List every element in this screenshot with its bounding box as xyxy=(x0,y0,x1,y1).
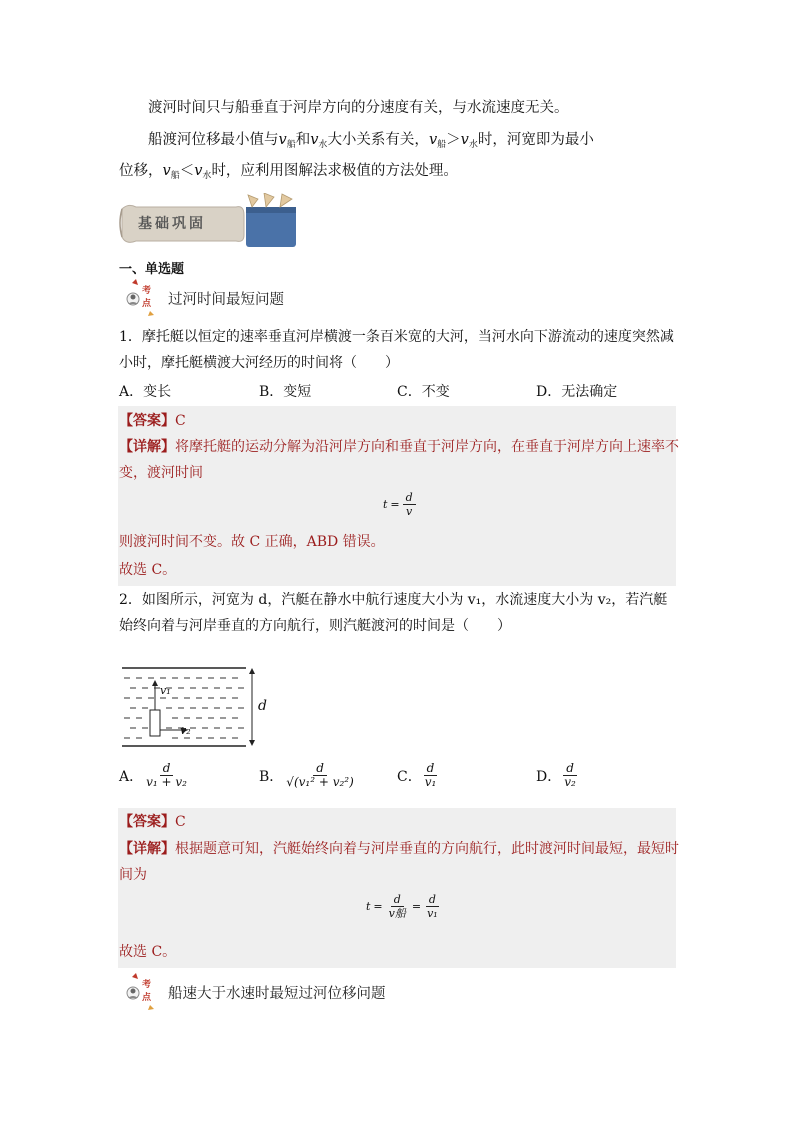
q2-answer: 【答案】C xyxy=(119,814,186,830)
kaodian-topic-2 xyxy=(124,973,386,1011)
figure-label-v2: v₂ xyxy=(180,724,191,737)
q1-option-b: B．变短 xyxy=(259,384,312,400)
topic-1-label: 过河时间最短问题 xyxy=(168,291,284,308)
question-1-text: 1．摩托艇以恒定的速率垂直河岸横渡一条百米宽的大河，当河水向下游流动的速度突然减小时，摩托艇横渡大河经历的时间将（ ） xyxy=(119,329,674,371)
section-title: 一、单选题 xyxy=(119,262,185,277)
q2-formula: t = $\frac{d}{\text{v船}}$ = $\frac{d}{\text{v₁}}$ xyxy=(366,893,438,920)
q1-option-a: A．变长 xyxy=(119,384,172,400)
q2-detail: 【详解】根据题意可知，汽艇始终向着与河岸垂直的方向航行，此时渡河时间最短，最短时间为 xyxy=(119,841,679,883)
question-2-text: 2．如图所示，河宽为 d，汽艇在静水中航行速度大小为 v₁，水流速度大小为 v₂，若汽艇始终向着与河岸垂直的方向航行，则汽艇渡河的时间是（ ） xyxy=(119,592,668,634)
kaodian-icon: 考 点 xyxy=(124,279,160,317)
q2-answer-block xyxy=(118,808,676,968)
kaodian-icon: 考 点 xyxy=(124,973,160,1011)
intro-line-1: 渡河时间只与船垂直于河岸方向的分速度有关，与水流速度无关。 xyxy=(148,100,569,116)
intro-line-2: 船渡河位移最小值与$v_船$和$v_水$大小关系有关，$v_船>v_水$时，河宽即为最小 xyxy=(148,132,594,150)
q1-conclusion: 则渡河时间不变。故 C 正确，ABD 错误。 xyxy=(119,534,385,550)
q1-final: 故选 C。 xyxy=(119,562,177,578)
q2-option-a: A． $\frac{d}{\text{v₁ + v₂}}$ xyxy=(119,761,187,789)
q1-answer: 【答案】C xyxy=(119,413,186,429)
topic-2-label: 船速大于水速时最短过河位移问题 xyxy=(168,985,386,1002)
q1-formula: t = $\frac{d}{v}$ xyxy=(383,491,416,518)
banner-title: 基础巩固 xyxy=(138,216,206,232)
q1-option-d: D．无法确定 xyxy=(536,384,618,400)
q2-option-c: C． $\frac{d}{\text{v₁}}$ xyxy=(397,761,437,789)
kaodian-topic-1 xyxy=(124,279,284,317)
q1-detail: 【详解】将摩托艇的运动分解为沿河岸方向和垂直于河岸方向，在垂直于河岸方向上速率不变，渡河时间 xyxy=(119,439,679,481)
q1-option-c: C．不变 xyxy=(397,384,450,400)
figure-label-v1: v₁ xyxy=(160,684,171,697)
q2-final: 故选 C。 xyxy=(119,944,177,960)
river-figure xyxy=(120,664,270,754)
intro-line-3: 位移，$v_船<v_水$时，应利用图解法求极值的方法处理。 xyxy=(119,163,458,181)
q2-option-d: D． $\frac{d}{\text{v₂}}$ xyxy=(536,761,576,789)
q2-option-b: B． $\frac{d}{\text{√(v₁² + v₂²)}}$ xyxy=(259,761,354,789)
section-banner xyxy=(118,193,308,251)
figure-label-d: d xyxy=(258,698,267,714)
